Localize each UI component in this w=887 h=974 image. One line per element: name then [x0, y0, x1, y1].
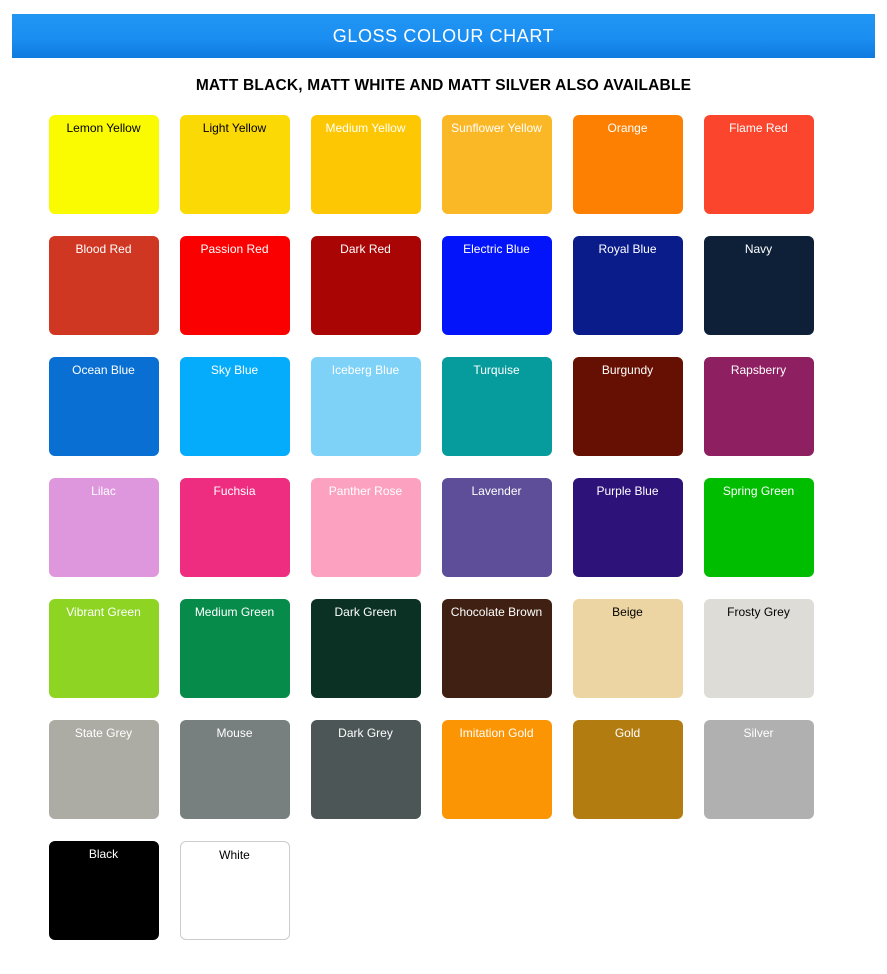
colour-swatch-label: Panther Rose — [328, 484, 403, 498]
colour-swatch-label: Beige — [612, 605, 643, 619]
colour-swatch-label: Gold — [614, 726, 641, 740]
colour-swatch-label: Lemon Yellow — [66, 121, 141, 135]
colour-swatch-label: Silver — [743, 726, 774, 740]
colour-swatch[interactable] — [704, 720, 814, 819]
colour-swatch[interactable] — [311, 236, 421, 335]
colour-swatch-label: Burgundy — [601, 363, 654, 377]
colour-swatch[interactable] — [180, 236, 290, 335]
colour-swatch-label: Dark Red — [340, 242, 391, 256]
colour-swatch[interactable] — [49, 478, 159, 577]
colour-swatch[interactable] — [442, 478, 552, 577]
colour-swatch-label: Purple Blue — [596, 484, 659, 498]
colour-swatch[interactable] — [573, 357, 683, 456]
colour-swatch[interactable] — [180, 357, 290, 456]
colour-swatch[interactable] — [49, 236, 159, 335]
colour-swatch-label: White — [219, 848, 250, 862]
colour-chart-page — [0, 14, 887, 974]
colour-swatch[interactable] — [180, 720, 290, 819]
chart-title-bar — [12, 14, 875, 58]
colour-swatch-label: Electric Blue — [463, 242, 530, 256]
colour-swatch[interactable] — [311, 115, 421, 214]
colour-swatch-label: Blood Red — [75, 242, 132, 256]
colour-swatch[interactable] — [49, 357, 159, 456]
colour-swatch[interactable] — [442, 599, 552, 698]
colour-swatch[interactable] — [49, 841, 159, 940]
colour-swatch-label: Frosty Grey — [727, 605, 790, 619]
colour-swatch[interactable] — [180, 478, 290, 577]
colour-swatch-label: Dark Grey — [338, 726, 393, 740]
colour-swatch[interactable] — [311, 720, 421, 819]
colour-swatch-label: Fuchsia — [213, 484, 256, 498]
colour-swatch-label: Mouse — [216, 726, 253, 740]
colour-swatch[interactable] — [180, 115, 290, 214]
colour-swatch-label: Sky Blue — [210, 363, 259, 377]
colour-swatch-label: Dark Green — [334, 605, 397, 619]
colour-swatch-label: Ocean Blue — [72, 363, 135, 377]
colour-swatch-label: Medium Green — [194, 605, 275, 619]
colour-swatch[interactable] — [704, 357, 814, 456]
colour-swatch-label: Sunflower Yellow — [451, 121, 542, 135]
colour-swatch-label: Royal Blue — [598, 242, 657, 256]
colour-swatch[interactable] — [704, 115, 814, 214]
colour-swatch[interactable] — [573, 599, 683, 698]
colour-swatch-label: Chocolate Brown — [450, 605, 543, 619]
colour-swatch-grid — [49, 115, 839, 940]
colour-swatch[interactable] — [704, 599, 814, 698]
colour-swatch-label: Passion Red — [200, 242, 269, 256]
colour-swatch[interactable] — [311, 357, 421, 456]
colour-swatch-label: Light Yellow — [202, 121, 267, 135]
colour-swatch[interactable] — [311, 599, 421, 698]
colour-swatch-label: Turquise — [473, 363, 520, 377]
colour-swatch[interactable] — [442, 720, 552, 819]
colour-swatch[interactable] — [49, 599, 159, 698]
colour-swatch[interactable] — [704, 478, 814, 577]
colour-swatch-label: Medium Yellow — [325, 121, 406, 135]
colour-swatch[interactable] — [573, 720, 683, 819]
colour-swatch[interactable] — [180, 599, 290, 698]
colour-swatch[interactable] — [573, 115, 683, 214]
colour-swatch-label: Imitation Gold — [459, 726, 534, 740]
colour-swatch[interactable] — [49, 115, 159, 214]
colour-swatch[interactable] — [442, 357, 552, 456]
colour-swatch[interactable] — [311, 478, 421, 577]
colour-swatch-label: Rapsberry — [730, 363, 787, 377]
colour-swatch[interactable] — [704, 236, 814, 335]
colour-swatch-label: Flame Red — [729, 121, 788, 135]
colour-swatch[interactable] — [180, 841, 290, 940]
colour-swatch[interactable] — [442, 236, 552, 335]
colour-swatch[interactable] — [442, 115, 552, 214]
colour-swatch-label: Vibrant Green — [66, 605, 141, 619]
colour-swatch-label: State Grey — [74, 726, 133, 740]
colour-swatch[interactable] — [573, 478, 683, 577]
colour-swatch-label: Spring Green — [722, 484, 795, 498]
colour-swatch-label: Lilac — [91, 484, 116, 498]
colour-swatch-label: Navy — [744, 242, 773, 256]
page-title: GLOSS COLOUR CHART — [332, 25, 555, 46]
colour-swatch-label: Orange — [607, 121, 648, 135]
chart-subtitle: MATT BLACK, MATT WHITE AND MATT SILVER ALSO AVAILABLE — [195, 77, 692, 94]
colour-swatch[interactable] — [573, 236, 683, 335]
colour-swatch-label: Black — [88, 847, 119, 861]
colour-swatch-label: Lavender — [471, 484, 522, 498]
colour-swatch-label: Iceberg Blue — [331, 363, 400, 377]
colour-swatch[interactable] — [49, 720, 159, 819]
